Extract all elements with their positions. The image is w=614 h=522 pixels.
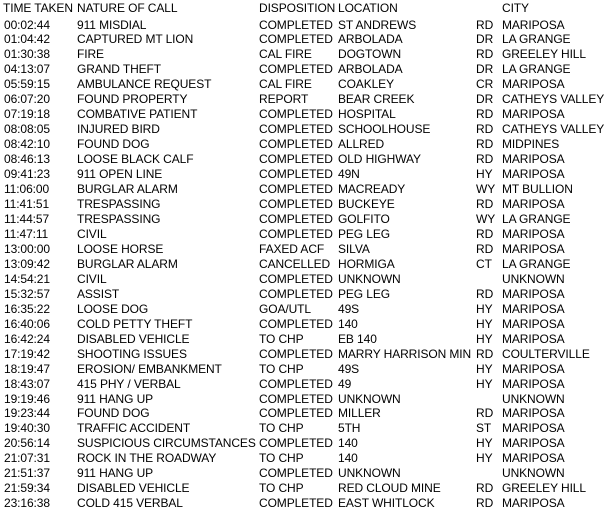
call-location: UNKNOWN [338, 271, 401, 286]
call-city: CATHEYS VALLEY [502, 92, 605, 107]
call-street-suffix: DR [476, 62, 494, 77]
call-nature: 911 HANG UP [77, 391, 154, 406]
call-street-suffix: RD [476, 197, 494, 212]
call-nature: 911 HANG UP [77, 466, 154, 481]
call-location: SCHOOLHOUSE [338, 122, 431, 137]
call-street-suffix: CT [476, 256, 492, 271]
call-nature: EROSION/ EMBANKMENT [77, 361, 222, 376]
header-time-taken: TIME TAKEN [3, 1, 73, 15]
call-time: 19:23:44 [4, 406, 50, 421]
call-disposition: GOA/UTL [259, 301, 311, 316]
call-nature: 911 MISDIAL [77, 17, 147, 32]
call-city: COULTERVILLE [502, 346, 590, 361]
call-disposition: COMPLETED [259, 376, 333, 391]
table-row [0, 377, 614, 392]
call-location: ARBOLADA [338, 32, 403, 47]
table-row [0, 451, 614, 466]
call-time: 08:08:05 [4, 122, 50, 137]
call-nature: INJURED BIRD [77, 122, 160, 137]
call-time: 14:54:21 [4, 271, 50, 286]
call-city: LA GRANGE [502, 211, 571, 226]
call-city: MARIPOSA [502, 451, 565, 466]
table-row [0, 122, 614, 137]
call-time: 01:30:38 [4, 47, 50, 62]
call-nature: 415 PHY / VERBAL [77, 376, 181, 391]
call-city: MARIPOSA [502, 152, 565, 167]
table-row [0, 362, 614, 377]
call-nature: CAPTURED MT LION [77, 32, 194, 47]
call-disposition: TO CHP [259, 481, 304, 496]
call-street-suffix: RD [476, 406, 494, 421]
call-location: OLD HIGHWAY [338, 152, 421, 167]
call-location: ARBOLADA [338, 62, 403, 77]
call-disposition: COMPLETED [259, 346, 333, 361]
call-city: MARIPOSA [502, 361, 565, 376]
call-street-suffix: RD [476, 481, 494, 496]
call-time: 19:40:30 [4, 421, 50, 436]
table-row [0, 272, 614, 287]
call-location: PEG LEG [338, 226, 390, 241]
call-location: 49S [338, 301, 360, 316]
header-location: LOCATION [338, 1, 398, 15]
call-disposition: COMPLETED [259, 32, 333, 47]
header-disposition: DISPOSITION [259, 1, 336, 15]
call-nature: LOOSE BLACK CALF [77, 152, 194, 167]
call-disposition: COMPLETED [259, 17, 333, 32]
call-location: 140 [338, 451, 358, 466]
call-location: ST ANDREWS [338, 17, 417, 32]
call-time: 11:41:51 [4, 197, 50, 212]
table-row [0, 47, 614, 62]
call-time: 08:46:13 [4, 152, 50, 167]
call-disposition: COMPLETED [259, 466, 333, 481]
call-city: CATHEYS VALLEY [502, 122, 605, 137]
table-row [0, 406, 614, 421]
table-row [0, 317, 614, 332]
table-row [0, 137, 614, 152]
call-nature: COLD 415 VERBAL [77, 496, 183, 511]
call-nature: AMBULANCE REQUEST [77, 77, 212, 92]
call-city: MARIPOSA [502, 197, 565, 212]
call-city: MARIPOSA [502, 406, 565, 421]
call-location: PEG LEG [338, 286, 390, 301]
table-row [0, 257, 614, 272]
call-disposition: COMPLETED [259, 167, 333, 182]
call-city: MARIPOSA [502, 331, 565, 346]
header-city: CITY [502, 1, 529, 15]
call-nature: COLD PETTY THEFT [77, 316, 193, 331]
call-street-suffix: HY [476, 451, 493, 466]
call-nature: ASSIST [77, 286, 120, 301]
call-city: MT BULLION [502, 182, 573, 197]
table-row [0, 197, 614, 212]
call-location: 49 [338, 376, 352, 391]
call-city: MARIPOSA [502, 436, 565, 451]
table-row [0, 167, 614, 182]
call-time: 15:32:57 [4, 286, 50, 301]
table-row [0, 347, 614, 362]
call-time: 17:19:42 [4, 346, 50, 361]
call-city: MARIPOSA [502, 107, 565, 122]
call-disposition: COMPLETED [259, 152, 333, 167]
call-location: 140 [338, 316, 358, 331]
call-disposition: COMPLETED [259, 62, 333, 77]
call-nature: BURGLAR ALARM [77, 256, 178, 271]
call-city: MARIPOSA [502, 167, 565, 182]
call-street-suffix: HY [476, 316, 493, 331]
column-header-row [0, 1, 614, 16]
header-nature-of-call: NATURE OF CALL [77, 1, 178, 15]
call-street-suffix: HY [476, 167, 493, 182]
call-location: RED CLOUD MINE [338, 481, 441, 496]
call-location: 5TH [338, 421, 361, 436]
table-row [0, 436, 614, 451]
call-location: 49N [338, 167, 360, 182]
call-nature: TRESPASSING [77, 211, 161, 226]
call-street-suffix: RD [476, 286, 494, 301]
call-disposition: COMPLETED [259, 226, 333, 241]
call-nature: CIVIL [77, 226, 107, 241]
call-nature: DISABLED VEHICLE [77, 331, 190, 346]
call-disposition: FAXED ACF [259, 241, 325, 256]
call-city: MARIPOSA [502, 77, 565, 92]
call-time: 04:13:07 [4, 62, 50, 77]
table-row [0, 421, 614, 436]
call-time: 16:35:22 [4, 301, 50, 316]
table-row [0, 212, 614, 227]
call-nature: FOUND DOG [77, 406, 150, 421]
call-nature: CIVIL [77, 271, 107, 286]
table-row [0, 77, 614, 92]
call-time: 18:43:07 [4, 376, 50, 391]
call-disposition: TO CHP [259, 451, 304, 466]
call-disposition: CAL FIRE [259, 77, 312, 92]
table-row [0, 182, 614, 197]
call-street-suffix: HY [476, 376, 493, 391]
call-disposition: TO CHP [259, 331, 304, 346]
call-time: 16:40:06 [4, 316, 50, 331]
call-location: DOGTOWN [338, 47, 402, 62]
call-street-suffix: CR [476, 77, 494, 92]
call-city: MARIPOSA [502, 301, 565, 316]
call-nature: 911 OPEN LINE [77, 167, 163, 182]
call-time: 09:41:23 [4, 167, 50, 182]
table-row [0, 332, 614, 347]
call-city: MARIPOSA [502, 316, 565, 331]
call-disposition: COMPLETED [259, 286, 333, 301]
call-location: HORMIGA [338, 256, 395, 271]
call-city: MARIPOSA [502, 421, 565, 436]
call-location: MARRY HARRISON MIN [338, 346, 472, 361]
call-street-suffix: RD [476, 346, 494, 361]
table-row [0, 481, 614, 496]
call-time: 01:04:42 [4, 32, 50, 47]
call-time: 11:06:00 [4, 182, 50, 197]
call-location: MILLER [338, 406, 381, 421]
call-nature: FOUND PROPERTY [77, 92, 188, 107]
call-disposition: CAL FIRE [259, 47, 312, 62]
call-nature: DISABLED VEHICLE [77, 481, 190, 496]
table-row [0, 287, 614, 302]
call-location: UNKNOWN [338, 466, 401, 481]
call-disposition: COMPLETED [259, 122, 333, 137]
call-time: 16:42:24 [4, 331, 50, 346]
call-disposition: COMPLETED [259, 137, 333, 152]
call-location: BEAR CREEK [338, 92, 415, 107]
table-row [0, 466, 614, 481]
call-disposition: TO CHP [259, 421, 304, 436]
call-time: 06:07:20 [4, 92, 50, 107]
call-city: UNKNOWN [502, 391, 565, 406]
call-nature: FIRE [77, 47, 104, 62]
call-city: MIDPINES [502, 137, 560, 152]
call-nature: TRESPASSING [77, 197, 161, 212]
call-nature: LOOSE HORSE [77, 241, 164, 256]
call-nature: BURGLAR ALARM [77, 182, 178, 197]
call-location: 140 [338, 436, 358, 451]
table-row [0, 18, 614, 33]
call-nature: LOOSE DOG [77, 301, 149, 316]
call-location: BUCKEYE [338, 197, 395, 212]
call-street-suffix: RD [476, 122, 494, 137]
call-street-suffix: DR [476, 92, 494, 107]
call-location: SILVA [338, 241, 370, 256]
table-row [0, 496, 614, 511]
table-row [0, 152, 614, 167]
call-city: LA GRANGE [502, 62, 571, 77]
call-city: GREELEY HILL [502, 47, 586, 62]
call-time: 00:02:44 [4, 17, 50, 32]
call-location: HOSPITAL [338, 107, 396, 122]
call-city: GREELEY HILL [502, 481, 586, 496]
call-disposition: COMPLETED [259, 436, 333, 451]
call-nature: COMBATIVE PATIENT [77, 107, 198, 122]
call-city: MARIPOSA [502, 376, 565, 391]
table-row [0, 242, 614, 257]
call-location: UNKNOWN [338, 391, 401, 406]
table-row [0, 92, 614, 107]
call-disposition: COMPLETED [259, 182, 333, 197]
table-row [0, 62, 614, 77]
call-disposition: COMPLETED [259, 197, 333, 212]
call-city: MARIPOSA [502, 17, 565, 32]
call-nature: SHOOTING ISSUES [77, 346, 187, 361]
call-disposition: REPORT [259, 92, 309, 107]
call-street-suffix: RD [476, 137, 494, 152]
call-time: 11:47:11 [4, 226, 49, 241]
call-street-suffix: HY [476, 331, 493, 346]
call-time: 21:51:37 [4, 466, 50, 481]
call-disposition: COMPLETED [259, 391, 333, 406]
call-location: MACREADY [338, 182, 406, 197]
call-street-suffix: RD [476, 496, 494, 511]
call-time: 18:19:47 [4, 361, 50, 376]
call-time: 19:19:46 [4, 391, 50, 406]
call-location: EAST WHITLOCK [338, 496, 435, 511]
call-street-suffix: WY [476, 211, 496, 226]
call-city: MARIPOSA [502, 496, 565, 511]
table-row [0, 302, 614, 317]
call-city: MARIPOSA [502, 226, 565, 241]
call-nature: ROCK IN THE ROADWAY [77, 451, 217, 466]
call-street-suffix: HY [476, 361, 493, 376]
call-street-suffix: WY [476, 182, 496, 197]
call-city: UNKNOWN [502, 466, 565, 481]
call-time: 07:19:18 [4, 107, 50, 122]
call-time: 21:59:34 [4, 481, 50, 496]
call-nature: TRAFFIC ACCIDENT [77, 421, 191, 436]
call-street-suffix: DR [476, 32, 494, 47]
call-time: 20:56:14 [4, 436, 50, 451]
table-row [0, 32, 614, 47]
call-city: UNKNOWN [502, 271, 565, 286]
call-disposition: COMPLETED [259, 496, 333, 511]
call-time: 13:00:00 [4, 241, 50, 256]
call-city: LA GRANGE [502, 32, 571, 47]
call-city: LA GRANGE [502, 256, 571, 271]
call-time: 05:59:15 [4, 77, 50, 92]
call-disposition: COMPLETED [259, 107, 333, 122]
call-street-suffix: HY [476, 436, 493, 451]
call-disposition: TO CHP [259, 361, 304, 376]
call-disposition: CANCELLED [259, 256, 331, 271]
call-street-suffix: RD [476, 226, 494, 241]
call-time: 13:09:42 [4, 256, 50, 271]
call-disposition: COMPLETED [259, 316, 333, 331]
call-city: MARIPOSA [502, 286, 565, 301]
table-row [0, 392, 614, 407]
call-location: COAKLEY [338, 77, 394, 92]
call-location: ALLRED [338, 137, 385, 152]
call-time: 23:16:38 [4, 496, 50, 511]
call-street-suffix: RD [476, 17, 494, 32]
call-nature: FOUND DOG [77, 137, 150, 152]
call-location: 49S [338, 361, 360, 376]
call-disposition: COMPLETED [259, 271, 333, 286]
call-disposition: COMPLETED [259, 406, 333, 421]
call-street-suffix: RD [476, 152, 494, 167]
call-disposition: COMPLETED [259, 211, 333, 226]
call-street-suffix: ST [476, 421, 492, 436]
table-row [0, 107, 614, 122]
call-location: GOLFITO [338, 211, 390, 226]
call-street-suffix: RD [476, 47, 494, 62]
call-location: EB 140 [338, 331, 377, 346]
call-time: 11:44:57 [4, 211, 50, 226]
call-street-suffix: RD [476, 241, 494, 256]
call-time: 08:42:10 [4, 137, 50, 152]
call-nature: SUSPICIOUS CIRCUMSTANCES [77, 436, 256, 451]
table-row [0, 227, 614, 242]
call-city: MARIPOSA [502, 241, 565, 256]
call-street-suffix: HY [476, 301, 493, 316]
call-nature: GRAND THEFT [77, 62, 162, 77]
call-time: 21:07:31 [4, 451, 50, 466]
call-street-suffix: RD [476, 107, 494, 122]
